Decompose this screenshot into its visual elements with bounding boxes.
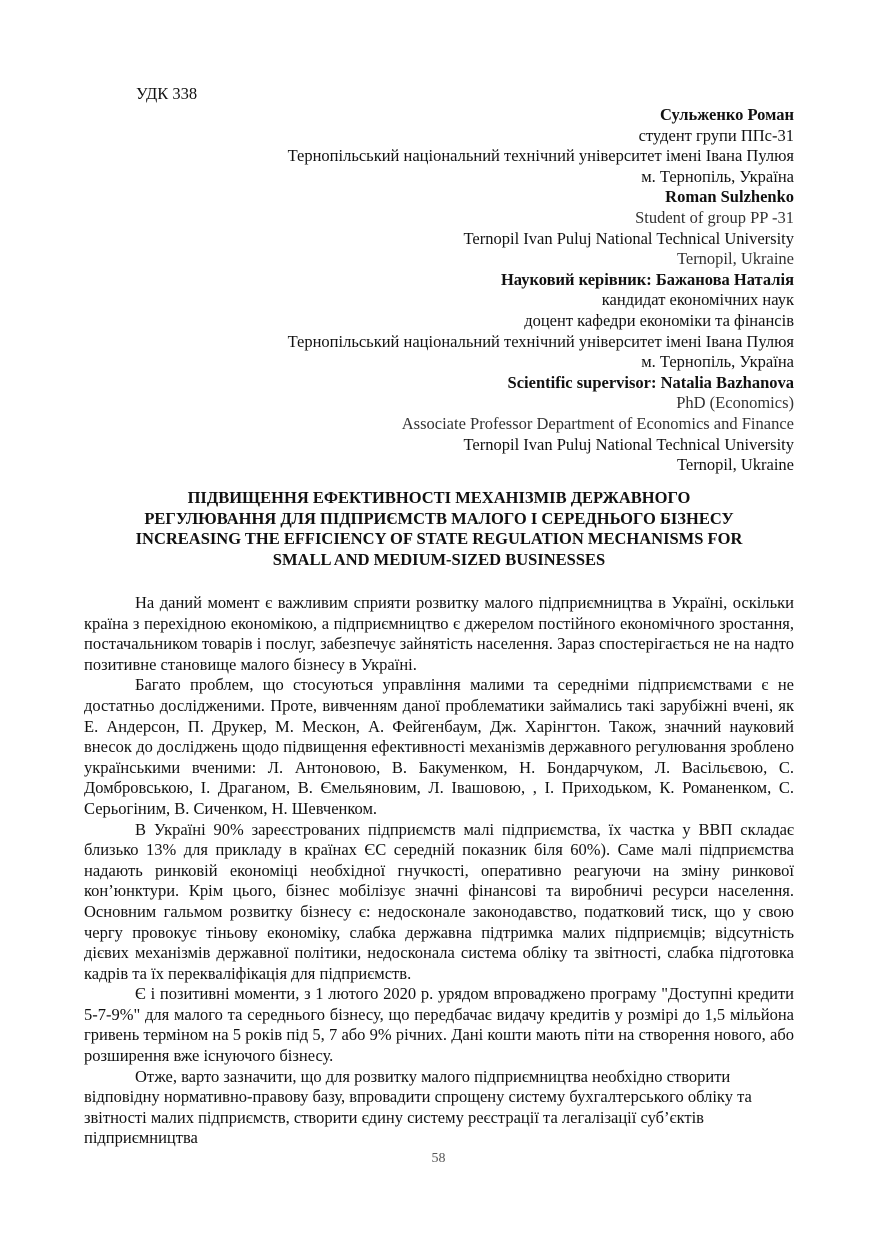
supervisor-label-ua: Науковий керівник: Бажанова Наталія <box>500 269 794 289</box>
supervisor-degree-ua: кандидат економічних наук <box>601 290 794 310</box>
supervisor-city-en: Ternopil, Ukraine <box>676 455 794 475</box>
udk-code: УДК 338 <box>136 84 198 103</box>
supervisor-position-ua: доцент кафедри економіки та фінансів <box>524 310 794 330</box>
paragraph: В Україні 90% зареєстрованих підприємств малі підприємства, їх частка у ВВП складає близько 13% для прикладу в країнах ЄС середній показник біля 60%). Саме малі підприємства надають ринковій економіці необхідної гнучкості, оперативно реагуючи на зміну ринкової кон’юнктури. Крім цього, бізнес мобілізує значні фінансові та виробничі ресурси населення. Основним гальмом розвитку бізнесу є: недосконале законодавство, податковий тиск, що у свою чергу провокує тіньову економіку, слабка державна підтримка малих підприємців; відсутність дієвих механізмів державної політики, недосконала система обліку та звітності, слабка підготовка кадрів та їх перекваліфікація для підприємств. <box>84 819 794 983</box>
article-body <box>84 593 794 1149</box>
article-title-block <box>84 488 794 570</box>
author-block <box>154 105 794 476</box>
title-ua-line1: ПІДВИЩЕННЯ ЕФЕКТИВНОСТІ МЕХАНІЗМІВ ДЕРЖАВНОГО <box>187 488 691 507</box>
author-university-en: Ternopil Ivan Puluj National Technical University <box>463 228 794 248</box>
author-city-ua: м. Тернопіль, Україна <box>641 166 794 186</box>
supervisor-city-ua: м. Тернопіль, Україна <box>641 352 794 372</box>
title-en-line2: SMALL AND MEDIUM-SIZED BUSINESSES <box>272 549 606 569</box>
supervisor-university-ua: Тернопільський національний технічний університет імені Івана Пулюя <box>287 331 794 351</box>
author-position-ua: студент групи ППс-31 <box>638 125 794 145</box>
author-city-en: Ternopil, Ukraine <box>676 249 794 269</box>
paragraph: На даний момент є важливим сприяти розвитку малого підприємництва в Україні, оскільки країна з перехідною економікою, а підприємництво є джерелом постійного економічного зростання, постачальником товарів і послуг, забезпечує зайнятість населення. Зараз спостерігається не на надто позитивне становище малого бізнесу в Україні. <box>84 593 794 674</box>
title-ua-line2: РЕГУЛЮВАННЯ ДЛЯ ПІДПРИЄМСТВ МАЛОГО І СЕРЕДНЬОГО БІЗНЕСУ <box>144 508 734 528</box>
author-name-ua: Сульженко Роман <box>659 105 794 124</box>
paragraph: Отже, варто зазначити, що для розвитку малого підприємництва необхідно створити відповідну нормативно-правову базу, впровадити спрощену систему бухгалтерського обліку та звітності малих підприємств, створити єдину систему реєстрації та легалізації суб’єктів підприємництва <box>84 1066 752 1148</box>
paragraph: Є і позитивні моменти, з 1 лютого 2020 р. урядом впроваджено програму "Доступні кредити 5-7-9%" для малого та середнього бізнесу, що передбачає видачу кредитів у розмірі до 1,5 мільйона гривень терміном на 5 років під 5, 7 або 9% річних. Дані кошти мають піти на створення нового, або розширення вже існуючого бізнесу. <box>84 984 794 1066</box>
supervisor-university-en: Ternopil Ivan Puluj National Technical University <box>463 434 794 454</box>
supervisor-degree-en: PhD (Economics) <box>676 393 794 413</box>
page-number: 58 <box>431 1151 446 1166</box>
author-name-en: Roman Sulzhenko <box>665 187 794 207</box>
author-university-ua: Тернопільський національний технічний університет імені Івана Пулюя <box>287 146 794 166</box>
supervisor-position-en: Associate Professor Department of Economics and Finance <box>401 413 794 433</box>
paragraph: Багато проблем, що стосуються управління малими та середніми підприємствами є не достатньо дослідженими. Проте, вивченням даної проблематики займались такі зарубіжні вчені, як Е. Андерсон, П. Друкер, М. Мескон, А. Фейгенбаум, Дж. Харінгтон. Також, значний науковий внесок до досліджень щодо підвищення ефективності механізмів державного регулювання зроблено українськими вченими: Л. Антоновою, В. Бакуменком, Н. Бондарчуком, Л. Васільєвою, С. Домбровською, І. Драганом, В. Ємельяновим, Л. Івашовою, , І. Приходьком, К. Романенком, С. Серьогіним, В. Сиченком, Н. Шевченком. <box>84 675 794 818</box>
author-position-en: Student of group PP -31 <box>635 207 794 227</box>
title-en-line1: INCREASING THE EFFICIENCY OF STATE REGULATION MECHANISMS FOR <box>135 529 743 549</box>
supervisor-label-en: Scientific supervisor: Natalia Bazhanova <box>507 372 794 392</box>
